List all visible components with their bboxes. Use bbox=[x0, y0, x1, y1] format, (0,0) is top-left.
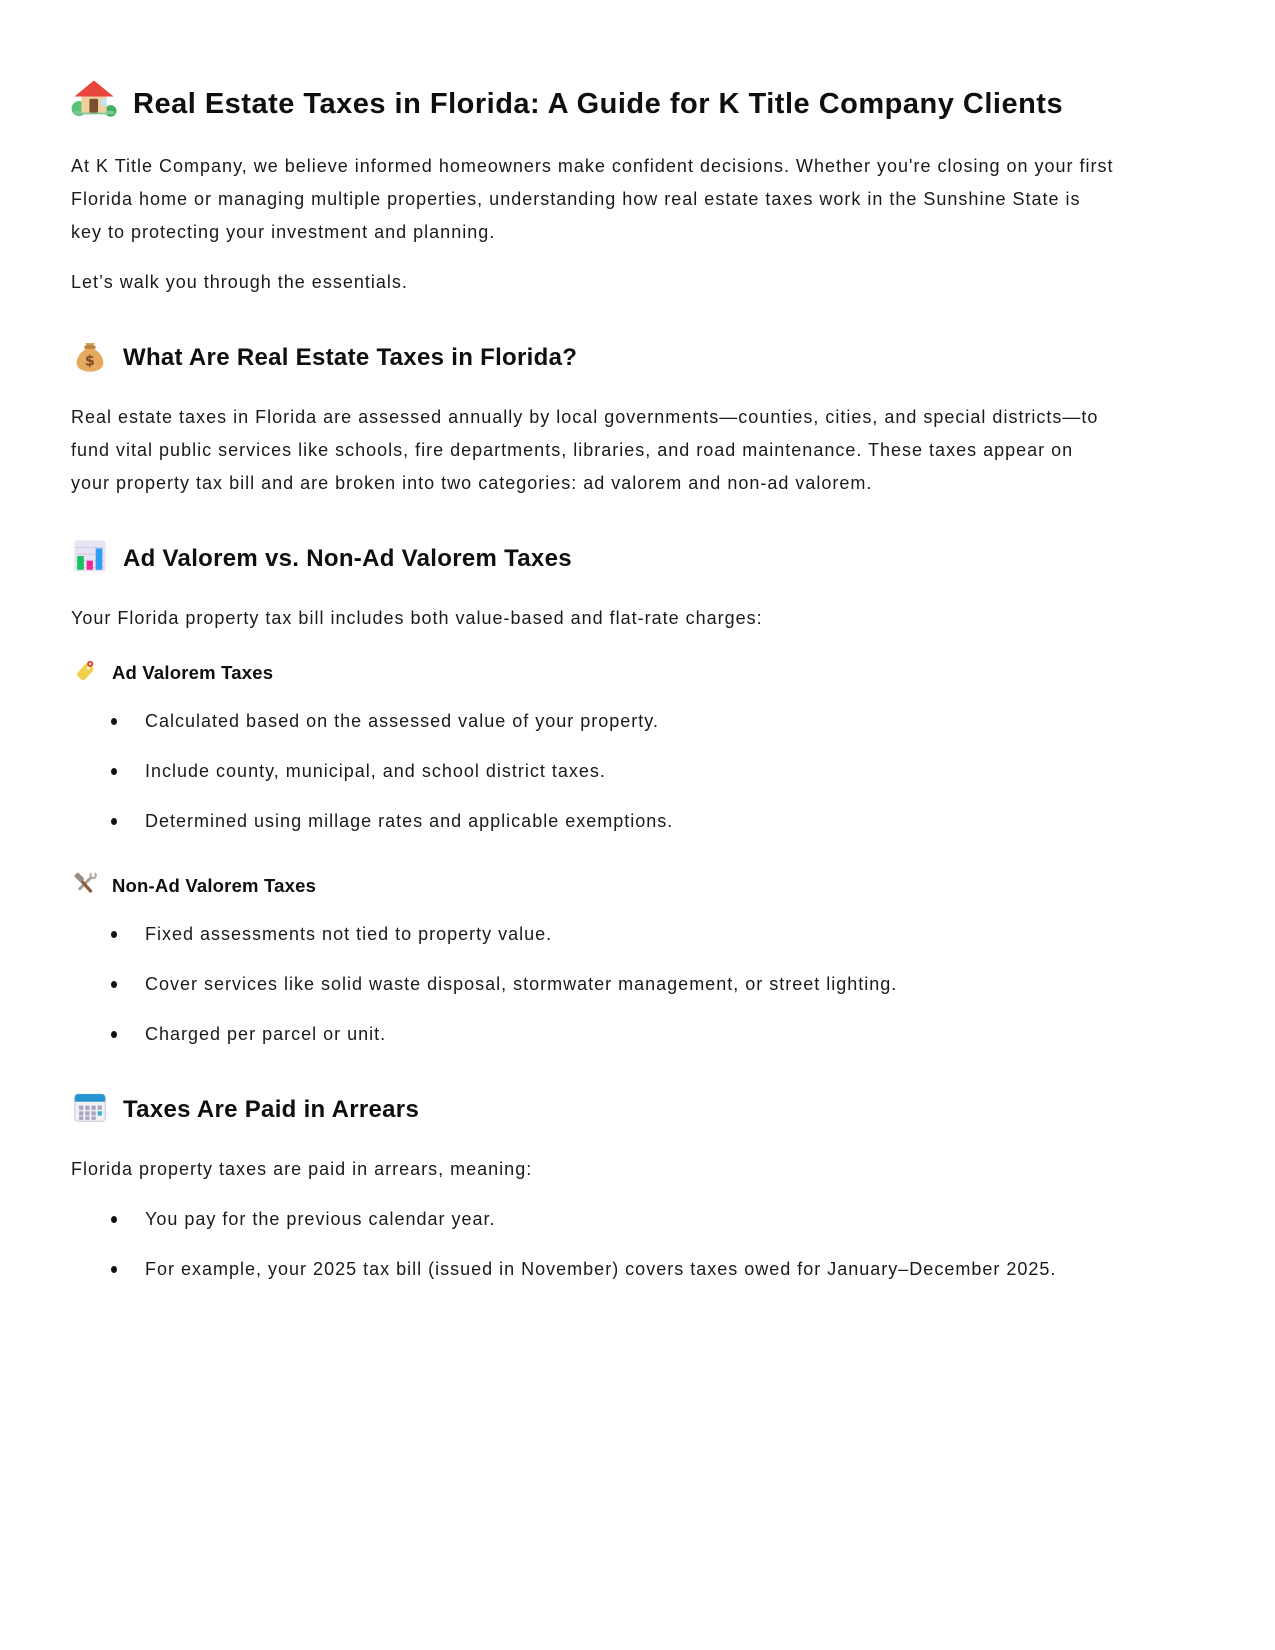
bullet-item: Charged per parcel or unit. bbox=[145, 1018, 1105, 1051]
section-heading-text: Taxes Are Paid in Arrears bbox=[123, 1096, 420, 1123]
intro-paragraph-2: Let’s walk you through the essentials. bbox=[71, 272, 408, 292]
subsection-heading-ad-valorem bbox=[71, 655, 1204, 691]
bullet-item: Determined using millage rates and applicable exemptions. bbox=[145, 805, 1105, 838]
section-heading bbox=[71, 1087, 1204, 1133]
bullet-list-non-ad-valorem bbox=[71, 918, 1204, 1051]
subsection-heading-text: Ad Valorem Taxes bbox=[112, 662, 274, 683]
bullet-list-ad-valorem bbox=[71, 705, 1204, 838]
intro-paragraph: At K Title Company, we believe informed homeowners make confident decisions. Whether you're closing on your first Florida home or managing multiple properties, understanding how real estate taxes work in the Sunshine State is key to protecting your investment and planning. bbox=[71, 156, 1114, 242]
section-body: Your Florida property tax bill includes both value-based and flat-rate charges: bbox=[71, 608, 763, 628]
tag-icon bbox=[71, 657, 100, 686]
subsection-heading-text: Non-Ad Valorem Taxes bbox=[112, 875, 317, 896]
subsection-heading-non-ad-valorem bbox=[71, 868, 1204, 904]
bullet-item: You pay for the previous calendar year. bbox=[145, 1203, 1105, 1236]
bullet-item: For example, your 2025 tax bill (issued in November) covers taxes owed for January–December 2025. bbox=[145, 1253, 1105, 1286]
section-heading-text: Ad Valorem vs. Non-Ad Valorem Taxes bbox=[123, 545, 572, 572]
svg-text:$: $ bbox=[84, 353, 96, 370]
bullet-item: Include county, municipal, and school district taxes. bbox=[145, 755, 1105, 788]
house-icon bbox=[71, 77, 117, 123]
section-ad-valorem-vs bbox=[71, 536, 1204, 1051]
section-heading bbox=[71, 335, 1204, 381]
section-body: Florida property taxes are paid in arrears, meaning: bbox=[71, 1159, 533, 1179]
bar-chart-icon bbox=[71, 537, 109, 575]
page-title-text: Real Estate Taxes in Florida: A Guide for K Title Company Clients bbox=[133, 88, 1064, 120]
hammer-wrench-icon bbox=[71, 870, 100, 899]
bullet-item: Fixed assessments not tied to property value. bbox=[145, 918, 1105, 951]
money-bag-icon bbox=[71, 336, 109, 374]
bullet-list-arrears bbox=[71, 1203, 1204, 1286]
section-heading bbox=[71, 536, 1204, 582]
page-title bbox=[71, 76, 1161, 132]
section-body: Real estate taxes in Florida are assessed annually by local governments—counties, cities, and special districts—to fund vital public services like schools, fire departments, libraries, and road maintenance. These taxes appear on your property tax bill and are broken into two categories: ad valorem and non-ad valorem. bbox=[71, 407, 1099, 493]
bullet-item: Cover services like solid waste disposal, stormwater management, or street lighting. bbox=[145, 968, 1105, 1001]
section-heading-text: What Are Real Estate Taxes in Florida? bbox=[123, 344, 578, 371]
section-arrears bbox=[71, 1087, 1204, 1286]
calendar-icon bbox=[71, 1088, 109, 1126]
bullet-item: Calculated based on the assessed value of your property. bbox=[145, 705, 1105, 738]
section-what-are-taxes bbox=[71, 335, 1204, 500]
